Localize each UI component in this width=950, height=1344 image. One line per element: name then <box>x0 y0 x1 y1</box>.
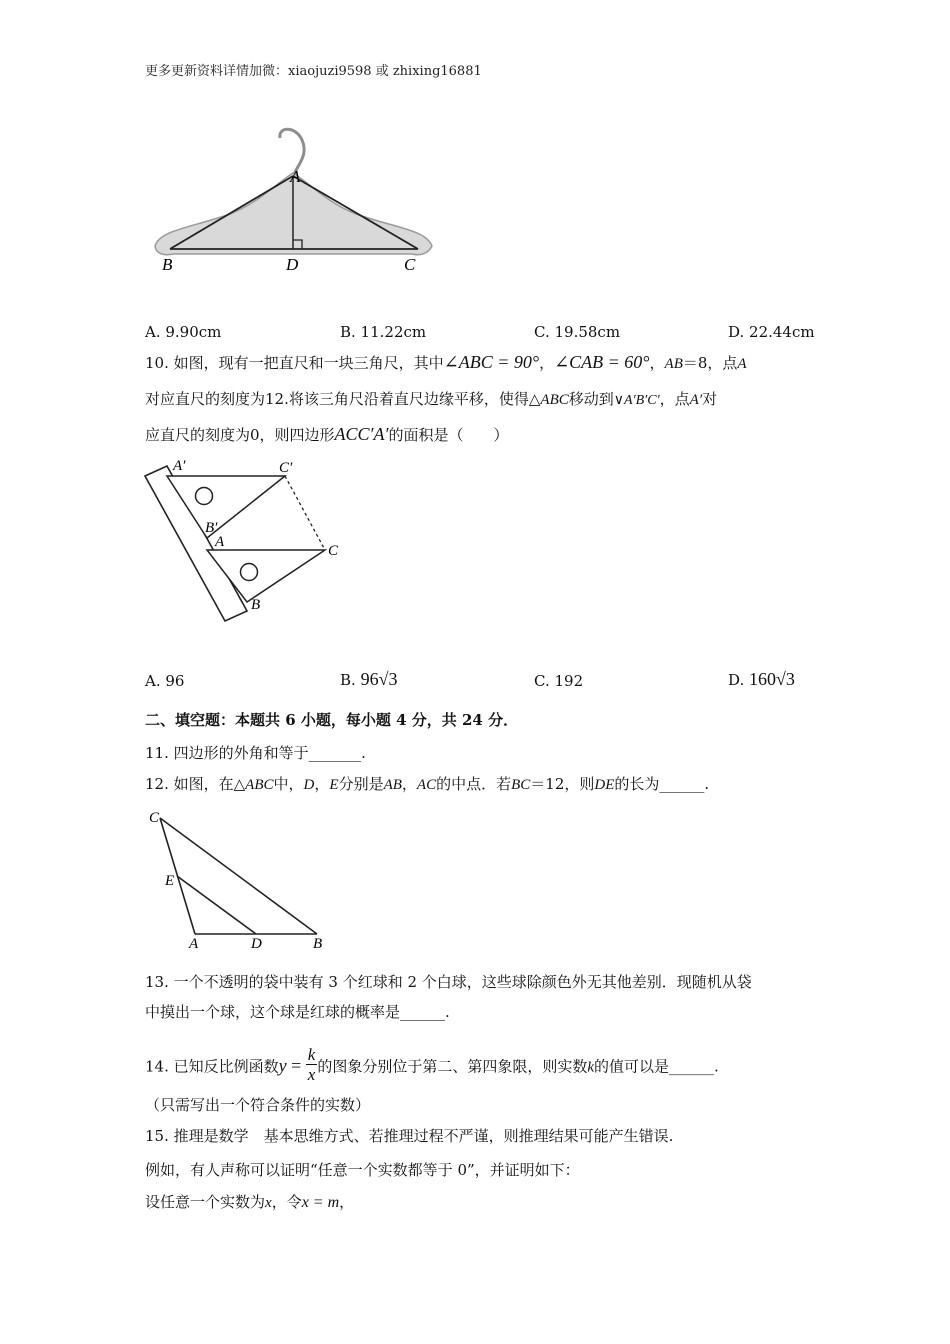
q15-line-2: 例如，有人声称可以证明“任意一个实数都等于 0”，并证明如下： <box>145 1161 580 1179</box>
fraction-k-over-x: $\frac{k}{x}$ <box>307 1045 316 1084</box>
segment-cb <box>160 818 317 934</box>
label-c: C <box>404 255 416 274</box>
hanger-figure <box>150 118 440 278</box>
label-a: A <box>290 167 301 186</box>
label-b: B <box>162 255 173 274</box>
dashed-cc <box>285 476 325 550</box>
q12: 12. 如图，在△ABC中，D，E分别是AB，AC的中点．若BC＝12，则DE的长为______. <box>145 775 710 793</box>
segment-ed <box>177 876 256 934</box>
label-d: D <box>251 936 262 952</box>
q10-option-c: C. 192 <box>534 672 584 690</box>
label-c: C <box>328 543 339 559</box>
label-c-prime: C′ <box>279 460 293 476</box>
q14-note: （只需写出一个符合条件的实数） <box>145 1096 371 1114</box>
q10-line-2: 对应直尺的刻度为12.将该三角尺沿着直尺边缘平移，使得△ABC移动到∨A′B′C′，点A′对 <box>145 390 718 408</box>
q9-option-c: C. 19.58cm <box>534 323 621 341</box>
label-a-prime: A′ <box>173 458 186 474</box>
ruler-figure <box>145 456 355 626</box>
q10-line-3: 应直尺的刻度为0，则四边形ACC′A′的面积是（ ） <box>145 424 509 444</box>
q9-option-a: A. 9.90cm <box>145 323 222 341</box>
q10-line-1: 10. 如图，现有一把直尺和一块三角尺，其中∠ABC = 90°，∠CAB = 60°，AB＝8，点A <box>145 352 747 372</box>
section-2-heading: 二、填空题：本题共 6 小题，每小题 4 分，共 24 分． <box>145 711 519 729</box>
label-d: D <box>286 255 299 274</box>
q10-option-d: D. 160√3 <box>728 669 795 689</box>
q15-line-3: 设任意一个实数为x，令x = m， <box>145 1193 355 1211</box>
q11: 11. 四边形的外角和等于_______. <box>145 744 366 762</box>
label-b: B <box>251 597 261 613</box>
label-b: B <box>313 936 323 952</box>
label-c: C <box>149 810 160 826</box>
q10-option-a: A. 96 <box>145 672 185 690</box>
label-a: A <box>189 936 199 952</box>
q15-line-1: 15. 推理是数学 基本思维方式、若推理过程不严谨，则推理结果可能产生错误. <box>145 1127 674 1145</box>
triangle-figure <box>145 808 335 953</box>
label-b-prime: B′ <box>205 520 218 536</box>
label-a: A <box>215 534 225 550</box>
q10-option-b: B. 96√3 <box>340 669 398 689</box>
header-note: 更多更新资料详情加微：xiaojuzi9598 或 zhixing16881 <box>145 64 482 79</box>
q14: 14. 已知反比例函数y = $\frac{k}{x}$ 的图象分别位于第二、第四象限，则实数k的值可以是______. <box>145 1045 719 1084</box>
q13-line-2: 中摸出一个球，这个球是红球的概率是______. <box>145 1003 450 1021</box>
q9-option-b: B. 11.22cm <box>340 323 427 341</box>
q9-option-d: D. 22.44cm <box>728 323 815 341</box>
q13-line-1: 13. 一个不透明的袋中装有 3 个红球和 2 个白球，这些球除颜色外无其他差别．现随机从袋 <box>145 973 752 991</box>
label-e: E <box>165 873 175 889</box>
